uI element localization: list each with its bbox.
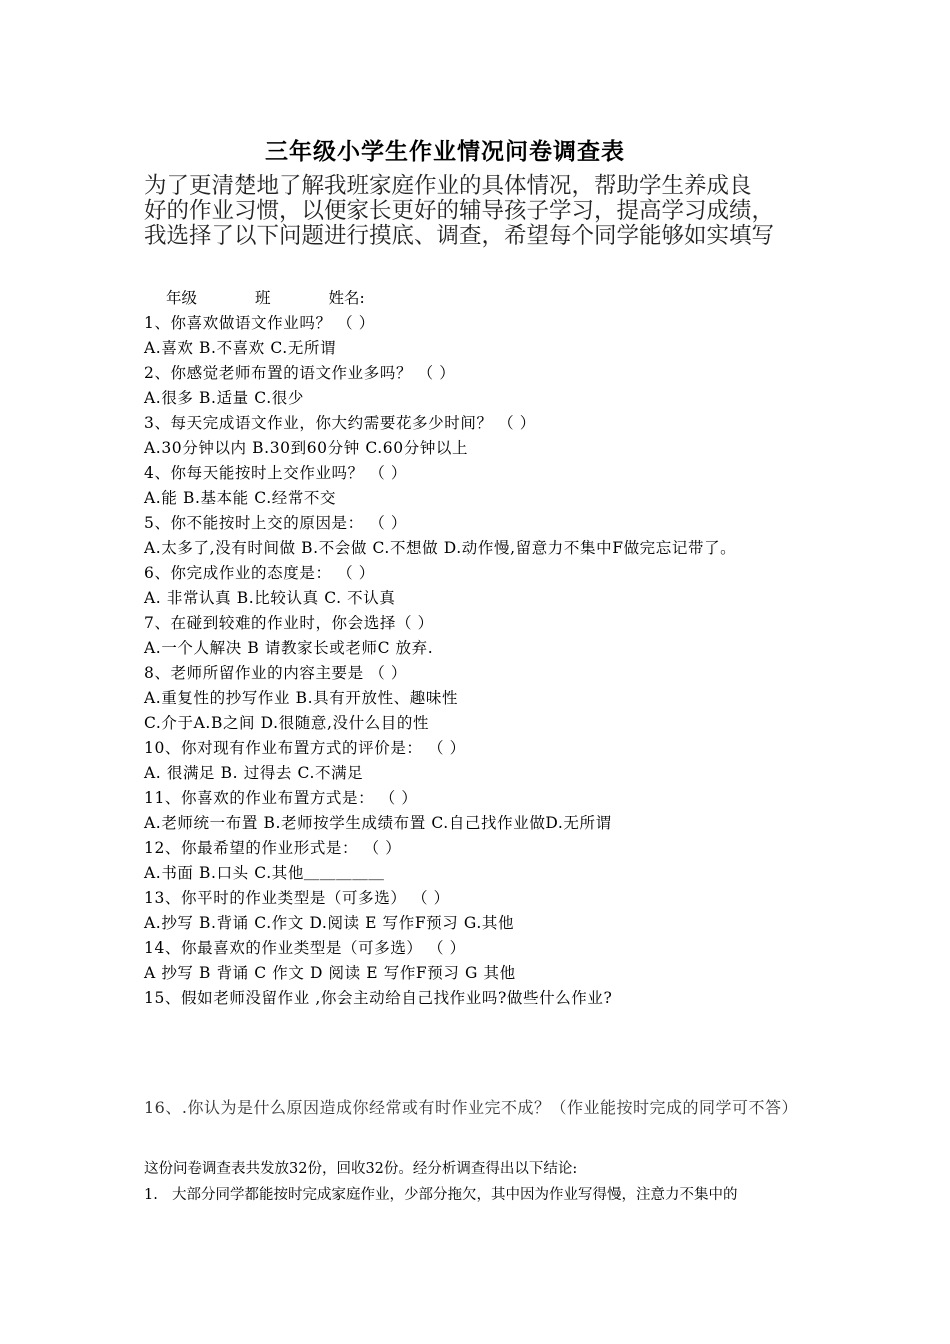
answer-line: A.一个人解决 B 请教家长或老师C 放弃. [144, 639, 434, 657]
question-line: 2、你感觉老师布置的语文作业多吗？ （ ） [144, 364, 456, 382]
answer-line: C.介于A.B之间 D.很随意,没什么目的性 [144, 714, 430, 732]
question-line: 1、你喜欢做语文作业吗？ （ ） [144, 314, 375, 332]
question-line: 10、你对现有作业布置方式的评价是： （ ） [144, 739, 466, 757]
question-line: 12、你最希望的作业形式是： （ ） [144, 839, 402, 857]
student-info-line [144, 286, 824, 311]
answer-line: A.喜欢 B.不喜欢 C.无所谓 [144, 339, 337, 357]
answer-line: A.30分钟以内 B.30到60分钟 C.60分钟以上 [144, 439, 469, 457]
question-line: 7、在碰到较难的作业时，你会选择（ ） [144, 614, 434, 632]
summary-intro: 这份问卷调查表共发放32份，回收32份。经分析调查得出以下结论: [144, 1161, 578, 1177]
question-line: 11、你喜欢的作业布置方式是： （ ） [144, 789, 418, 807]
answer-line: A.很多 B.适量 C.很少 [144, 389, 304, 407]
questionnaire [144, 286, 824, 1011]
class-label: 班 [255, 289, 271, 307]
answer-line: A.老师统一布置 B.老师按学生成绩布置 C.自己找作业做D.无所谓 [144, 814, 612, 832]
question-line: 13、你平时的作业类型是（可多选） （ ） [144, 889, 450, 907]
intro-line: 为了更清楚地了解我班家庭作业的具体情况，帮助学生养成良 [144, 173, 752, 199]
summary-item-number: 1. [144, 1187, 158, 1203]
answer-line: A 抄写 B 背诵 C 作文 D 阅读 E 写作F预习 G 其他 [144, 964, 516, 982]
question-line: 15、假如老师没留作业 ,你会主动给自己找作业吗?做些什么作业? [144, 989, 613, 1007]
intro-paragraph [144, 174, 824, 249]
question-line: 6、你完成作业的态度是： （ ） [144, 564, 375, 582]
intro-line: 好的作业习惯，以便家长更好的辅导孩子学习，提高学习成绩， [144, 198, 775, 224]
answer-line: A.抄写 B.背诵 C.作文 D.阅读 E 写作F预习 G.其他 [144, 914, 515, 932]
answer-line: A. 很满足 B. 过得去 C.不满足 [144, 764, 364, 782]
answer-line: A.能 B.基本能 C.经常不交 [144, 489, 337, 507]
answer-line: A.书面 B.口头 C.其他＿＿＿＿＿ [144, 864, 385, 882]
question-line: 8、老师所留作业的内容主要是 （ ） [144, 664, 408, 682]
intro-line: 我选择了以下问题进行摸底、调查，希望每个同学能够如实填写 [144, 223, 775, 249]
page-title: 三年级小学生作业情况问卷调查表 [265, 139, 625, 165]
grade-label: 年级 [166, 289, 198, 307]
survey-summary [144, 1156, 824, 1208]
question-16: 16、.你认为是什么原因造成你经常或有时作业完不成？（作业能按时完成的同学可不答） [144, 1098, 798, 1117]
answer-line-wrapped: A.太多了,没有时间做 B.不会做 C.不想做 D.动作慢,留意力不集中F做完忘记带了。 [144, 539, 737, 557]
summary-item [144, 1182, 824, 1208]
question-line: 3、每天完成语文作业，你大约需要花多少时间？ （ ） [144, 414, 536, 432]
summary-item-text: 大部分同学都能按时完成家庭作业，少部分拖欠，其中因为作业写得慢，注意力不集中的 [172, 1187, 738, 1203]
name-label: 姓名: [328, 289, 365, 307]
answer-line: A. 非常认真 B.比较认真 C. 不认真 [144, 589, 396, 607]
answer-line: A.重复性的抄写作业 B.具有开放性、趣味性 [144, 689, 459, 707]
question-line: 4、你每天能按时上交作业吗？ （ ） [144, 464, 408, 482]
question-line: 14、你最喜欢的作业类型是（可多选） （ ） [144, 939, 466, 957]
question-line: 5、你不能按时上交的原因是： （ ） [144, 514, 408, 532]
